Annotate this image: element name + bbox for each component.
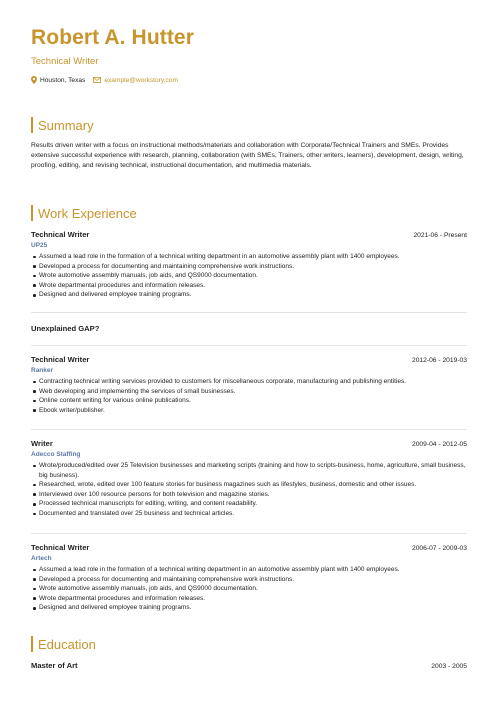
- job-bullet: Wrote automotive assembly manuals, job aids, and QS9000 documentation.: [39, 271, 467, 281]
- company-name: UP25: [31, 242, 48, 249]
- job-bullet: Processed technical manuscripts for editing, writing, and content readability.: [39, 499, 467, 509]
- job-bullets: [31, 252, 467, 300]
- job-bullet: Wrote automotive assembly manuals, job aids, and QS9000 documentation.: [39, 584, 467, 594]
- summary-heading-label: Summary: [38, 117, 94, 133]
- section-divider: [31, 429, 467, 430]
- location-text: Houston, Texas: [40, 76, 86, 84]
- degree-name: Master of Art: [31, 661, 78, 670]
- company-name: Ranker: [31, 367, 54, 374]
- envelope-icon: [93, 77, 101, 83]
- job-title: Technical Writer: [31, 355, 90, 364]
- experience-heading-label: Work Experience: [38, 205, 137, 221]
- job-date: 2012-06 - 2019-03: [411, 357, 467, 364]
- education-heading: [31, 636, 96, 652]
- education-heading-label: Education: [38, 636, 96, 652]
- job-bullet: Documented and translated over 25 business and technical articles.: [39, 509, 467, 519]
- candidate-name: Robert A. Hutter: [31, 26, 194, 49]
- company-name: Adecco Staffing: [31, 451, 81, 458]
- summary-heading: [31, 117, 94, 133]
- job-bullet: Online content writing for various online publications.: [39, 396, 467, 406]
- job-date: 2006-07 - 2009-03: [411, 545, 467, 552]
- contact-line: [31, 76, 178, 84]
- location-pin-icon: [31, 76, 37, 84]
- job-bullets: [31, 461, 467, 519]
- job-title: Technical Writer: [31, 230, 90, 239]
- heading-accent-bar: [31, 636, 33, 652]
- section-divider: [31, 345, 467, 346]
- job-bullets: [31, 565, 467, 613]
- job-bullets: [31, 377, 467, 415]
- summary-text: Results driven writer with a focus on instructional methods/materials and collaboration with Corporate/Technical Trainers and SMEs. Provides extensive successful experience with research, planning, collaboration (with SMEs, Trainers, other writers, learners), development, design, writing, proofing, editing, and revising technical, instructional documentation, and multimedia materials.: [31, 142, 464, 169]
- heading-accent-bar: [31, 205, 33, 221]
- job-entry: [31, 543, 467, 613]
- email-link[interactable]: example@workstory.com: [104, 76, 178, 84]
- job-title: Technical Writer: [31, 543, 90, 552]
- job-bullet: Designed and delivered employee training programs.: [39, 603, 467, 613]
- company-name: Artech: [31, 555, 52, 562]
- job-bullet: Interviewed over 100 resource persons for both television and magazine stories.: [39, 490, 467, 500]
- job-bullet: Wrote/produced/edited over 25 Television businesses and marketing scripts (training and how to scripts-business, home, agriculture, small business, big business).: [39, 462, 466, 479]
- job-bullet: Designed and delivered employee training programs.: [39, 290, 467, 300]
- job-entry: [31, 355, 467, 415]
- job-bullet: Assumed a lead role in the formation of a technical writing department in an automotive assembly plant with 1400 employees.: [39, 252, 467, 262]
- candidate-title: Technical Writer: [31, 56, 99, 67]
- job-bullet: Ebook writer/publisher.: [39, 406, 467, 416]
- education-entry: [31, 661, 467, 670]
- section-divider: [31, 312, 467, 313]
- gap-note: Unexplained GAP?: [31, 324, 100, 333]
- job-date: 2009-04 - 2012-05: [411, 441, 467, 448]
- job-bullet: Wrote departmental procedures and information releases.: [39, 594, 467, 604]
- section-divider: [31, 533, 467, 534]
- education-date: 2003 - 2005: [431, 663, 467, 670]
- job-bullet: Developed a process for documenting and maintaining comprehensive work instructions.: [39, 262, 467, 272]
- job-bullet: Researched, wrote, edited over 100 feature stories for business magazines such as lifestyles, business, domestic and other issues.: [39, 480, 467, 490]
- experience-heading: [31, 205, 137, 221]
- job-entry: [31, 230, 467, 300]
- heading-accent-bar: [31, 117, 33, 133]
- job-bullet: Contracting technical writing services provided to customers for miscellaneous corporate, manufacturing and publishing entities.: [39, 377, 467, 387]
- job-title: Writer: [31, 439, 53, 448]
- job-bullet: Wrote departmental procedures and information releases.: [39, 281, 467, 291]
- job-bullet: Assumed a lead role in the formation of a technical writing department in an automotive assembly plant with 1400 employees.: [39, 565, 467, 575]
- job-date: 2021-06 - Present: [413, 232, 467, 239]
- job-entry: [31, 439, 467, 519]
- job-bullet: Developed a process for documenting and maintaining comprehensive work instructions.: [39, 575, 467, 585]
- job-bullet: Web developing and implementing the services of small businesses.: [39, 387, 467, 397]
